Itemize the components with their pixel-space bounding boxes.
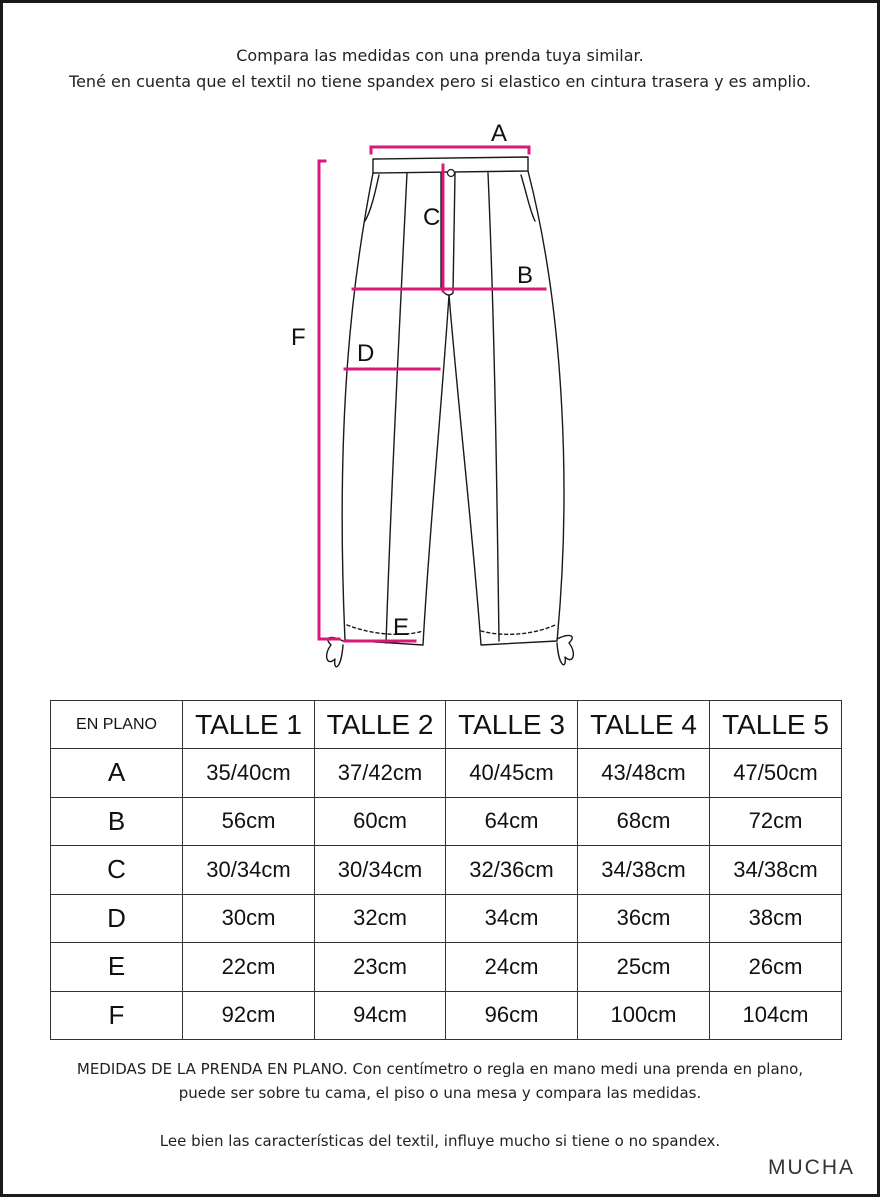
label-f: F	[291, 324, 306, 351]
table-cell: 64cm	[446, 797, 578, 846]
tie-right	[557, 636, 573, 665]
table-cell: 32cm	[315, 894, 446, 943]
table-cell: 92cm	[183, 991, 315, 1040]
table-header-talle-1: TALLE 1	[183, 701, 315, 749]
table-cell: 43/48cm	[578, 749, 710, 798]
table-cell: 68cm	[578, 797, 710, 846]
pants-hem-left	[347, 625, 423, 634]
waist-button	[448, 170, 455, 177]
table-cell: 36cm	[578, 894, 710, 943]
pants-diagram	[283, 115, 583, 685]
table-cell: 38cm	[710, 894, 842, 943]
table-header-row	[51, 701, 842, 749]
row-label: E	[51, 943, 183, 992]
measure-f-line	[319, 161, 339, 639]
row-label: F	[51, 991, 183, 1040]
tie-left	[327, 638, 343, 667]
table-cell: 40/45cm	[446, 749, 578, 798]
intro-line-1: Compara las medidas con una prenda tuya similar.	[236, 46, 644, 65]
table-cell: 60cm	[315, 797, 446, 846]
row-label: D	[51, 894, 183, 943]
brand-logo: MUCHA	[768, 1156, 855, 1179]
pants-pocket-right	[521, 175, 535, 221]
table-row	[51, 991, 842, 1040]
table-cell: 104cm	[710, 991, 842, 1040]
table-cell: 25cm	[578, 943, 710, 992]
pants-hem-right	[481, 625, 555, 634]
table-cell: 96cm	[446, 991, 578, 1040]
pants-pocket-left	[365, 175, 379, 221]
label-e: E	[393, 614, 410, 641]
row-label: A	[51, 749, 183, 798]
table-cell: 56cm	[183, 797, 315, 846]
table-cell: 35/40cm	[183, 749, 315, 798]
table-row	[51, 797, 842, 846]
notes-line-1: MEDIDAS DE LA PRENDA EN PLANO. Con centímetro o regla en mano medi una prenda en plano,	[76, 1060, 804, 1078]
table-cell: 26cm	[710, 943, 842, 992]
table-cell: 37/42cm	[315, 749, 446, 798]
row-label: B	[51, 797, 183, 846]
intro-text	[3, 43, 877, 95]
table-cell: 23cm	[315, 943, 446, 992]
table-cell: 32/36cm	[446, 846, 578, 895]
table-row	[51, 943, 842, 992]
notes-spacer	[3, 1105, 877, 1129]
table-cell: 34/38cm	[710, 846, 842, 895]
intro-line-2: Tené en cuenta que el textil no tiene spandex pero si elastico en cintura trasera y es amplio.	[69, 72, 811, 91]
table-corner-header: EN PLANO	[51, 701, 183, 749]
table-row	[51, 846, 842, 895]
table-cell: 100cm	[578, 991, 710, 1040]
table-cell: 30/34cm	[183, 846, 315, 895]
table-row	[51, 749, 842, 798]
table-cell: 30/34cm	[315, 846, 446, 895]
pants-crease-right	[488, 173, 499, 641]
table-cell: 34/38cm	[578, 846, 710, 895]
table-header-talle-3: TALLE 3	[446, 701, 578, 749]
pants-crease-left	[386, 173, 410, 643]
table-cell: 30cm	[183, 894, 315, 943]
row-label: C	[51, 846, 183, 895]
label-c: C	[423, 204, 441, 231]
table-cell: 72cm	[710, 797, 842, 846]
table-header-talle-4: TALLE 4	[578, 701, 710, 749]
label-d: D	[357, 340, 375, 367]
table-cell: 47/50cm	[710, 749, 842, 798]
table-header-talle-2: TALLE 2	[315, 701, 446, 749]
table-cell: 24cm	[446, 943, 578, 992]
table-header-talle-5: TALLE 5	[710, 701, 842, 749]
label-a: A	[491, 120, 508, 147]
table-cell: 22cm	[183, 943, 315, 992]
notes-line-2: puede ser sobre tu cama, el piso o una mesa y compara las medidas.	[178, 1084, 702, 1102]
table-cell: 94cm	[315, 991, 446, 1040]
table-cell: 34cm	[446, 894, 578, 943]
notes-line-3: Lee bien las características del textil, influye mucho si tiene o no spandex.	[159, 1132, 721, 1150]
label-b: B	[517, 262, 534, 289]
size-table	[50, 700, 842, 1040]
table-row	[51, 894, 842, 943]
pants-outline	[342, 171, 564, 645]
notes-text	[3, 1057, 877, 1153]
measure-a-line	[371, 147, 529, 153]
